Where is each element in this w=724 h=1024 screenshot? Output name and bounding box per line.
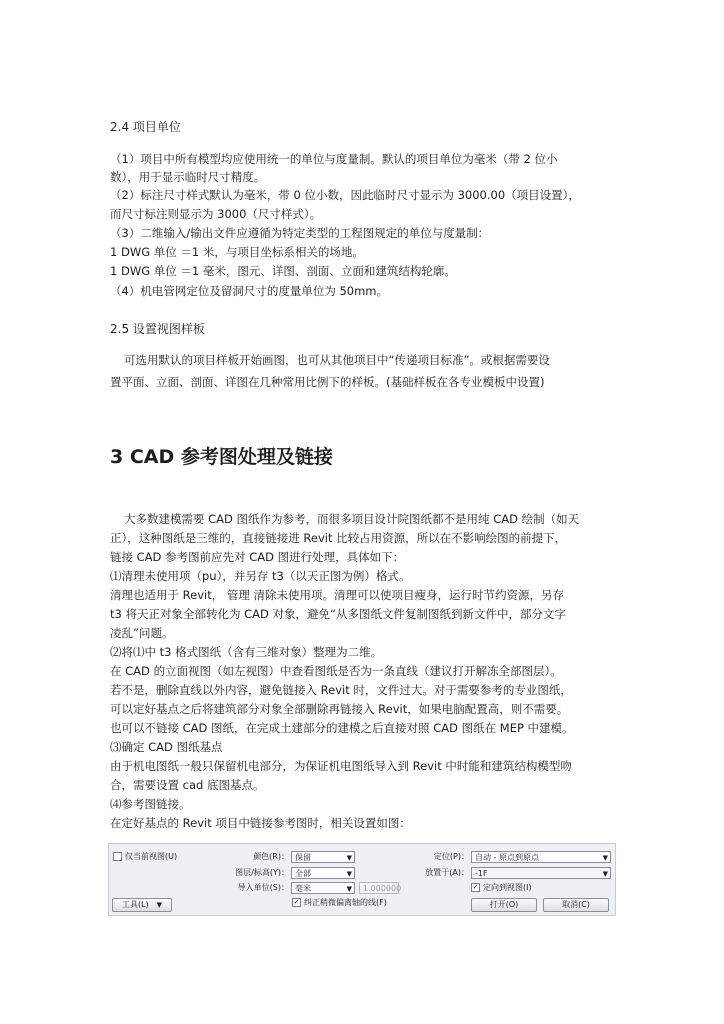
scale-field[interactable]: 1.000000 [359, 882, 399, 894]
correct-lines-label: 纠正稍微偏离轴的线(F) [304, 898, 387, 907]
colors-select[interactable] [291, 851, 355, 863]
paragraph-line: （3）二维输入/输出文件应遵循为特定类型的工程图规定的单位与度量制： [110, 226, 490, 240]
orient-to-view-label: 定向到视图(I) [483, 883, 532, 892]
paragraph-line: 数），用于显示临时尺寸精度。 [110, 170, 266, 184]
chevron-down-icon: ▼ [346, 854, 352, 862]
correct-lines-checkbox[interactable]: ✓ [293, 898, 300, 906]
paragraph-line: 可以定好基点之后将建筑部分对象全部删除再链接入 Revit，如果电脑配置高，则不需要。 [110, 702, 569, 716]
positioning-select[interactable] [471, 851, 611, 863]
step-heading: ⑷参考图链接。 [110, 797, 191, 811]
paragraph-line: 凌乱”问题。 [110, 626, 174, 640]
chevron-down-icon: ▼ [602, 854, 608, 862]
positioning-label: 定位(P)： [433, 852, 469, 861]
paragraph-line: 大多数建模需要 CAD 图纸作为参考，而很多项目设计院图纸都不是用纯 CAD 绘制（如天 [124, 512, 580, 526]
paragraph-line: 在 CAD 的立面视图（如左视图）中查看图纸是否为一条直线（建议打开解冻全部图层）。 [110, 664, 562, 678]
paragraph-line: 由于机电图纸一般只保留机电部分，为保证机电图纸导入到 Revit 中时能和建筑结构模型吻 [110, 759, 572, 773]
paragraph-line: （1）项目中所有模型均应使用统一的单位与度量制。默认的项目单位为毫米（带 2 位小 [110, 152, 558, 166]
current-view-only-label: 仅当前视图(U) [125, 852, 178, 861]
cancel-button[interactable]: 取消(C) [543, 898, 609, 912]
link-cad-settings-panel [108, 843, 616, 916]
chevron-down-icon: ▼ [156, 901, 163, 909]
paragraph-line: 链接 CAD 参考图前应先对 CAD 图进行处理，具体如下： [110, 550, 405, 564]
chapter-heading-3: 3 CAD 参考图处理及链接 [110, 446, 333, 468]
tools-button[interactable] [112, 898, 172, 912]
section-heading-2-5: 2.5 设置视图样板 [110, 322, 205, 336]
paragraph-line: （2）标注尺寸样式默认为毫米，带 0 位小数，因此临时尺寸显示为 3000.00（项目设置）， [110, 188, 580, 202]
paragraph-line: 正），这种图纸是三维的，直接链接进 Revit 比较占用资源，所以在不影响绘图的前提下， [110, 531, 567, 545]
current-view-only-checkbox[interactable] [113, 852, 122, 861]
step-heading: ⑴清理未使用项（pu），并另存 t3（以天正图为例）格式。 [110, 569, 411, 583]
colors-select-value: 保留 [295, 853, 311, 862]
chevron-down-icon: ▼ [602, 870, 608, 878]
paragraph-line: 若不是，删除直线以外内容，避免链接入 Revit 时，文件过大。对于需要参考的专业图纸， [110, 683, 572, 697]
layers-select-value: 全部 [295, 869, 311, 878]
layers-select[interactable] [291, 867, 355, 879]
paragraph-line: 合，需要设置 cad 底图基点。 [110, 778, 265, 792]
paragraph-line: 在定好基点的 Revit 项目中链接参考图时，相关设置如图： [110, 816, 411, 830]
positioning-select-value: 自动 - 原点到原点 [475, 853, 539, 862]
step-heading: ⑶确定 CAD 图纸基点 [110, 740, 223, 754]
open-button[interactable]: 打开(O) [471, 898, 537, 912]
tools-button-label: 工具(L) [121, 900, 149, 909]
chevron-down-icon: ▼ [346, 870, 352, 878]
import-units-select-value: 毫米 [295, 884, 311, 893]
paragraph-line: 清理也适用于 Revit， 管理 清除未使用项。清理可以使项目瘦身，运行时节约资源，另存 [110, 588, 565, 602]
import-units-label: 导入单位(S)： [237, 883, 289, 892]
step-heading: ⑵将⑴中 t3 格式图纸（含有三维对象）整理为二维。 [110, 645, 383, 659]
paragraph-line: t3 将天正对象全部转化为 CAD 对象，避免“从多图纸文件复制图纸到新文件中，部分文字 [110, 607, 566, 621]
chevron-down-icon: ▼ [346, 885, 352, 893]
paragraph-line: 也可以不链接 CAD 图纸，在完成土建部分的建模之后直接对照 CAD 图纸在 MEP 中建模。 [110, 721, 574, 735]
paragraph-line: （4）机电管网定位及留洞尺寸的度量单位为 50mm。 [110, 284, 389, 298]
paragraph-line: 可选用默认的项目样板开始画图，也可从其他项目中“传递项目标准”。或根据需要设 [124, 353, 550, 367]
orient-to-view-checkbox[interactable]: ✓ [472, 883, 479, 891]
layers-label: 图层/标高(Y)： [235, 868, 289, 877]
place-at-select[interactable] [471, 867, 611, 879]
paragraph-line: 1 DWG 单位 ＝1 米，与项目坐标系相关的场地。 [110, 245, 364, 259]
import-units-select[interactable] [291, 882, 355, 894]
place-at-select-value: -1F [475, 869, 488, 878]
colors-label: 颜色(R)： [253, 852, 289, 861]
paragraph-line: 而尺寸标注则显示为 3000（尺寸样式）。 [110, 207, 322, 221]
place-at-label: 放置于(A)： [425, 868, 469, 877]
paragraph-line: 1 DWG 单位 ＝1 毫米，图元、详图、剖面、立面和建筑结构轮廓。 [110, 264, 456, 278]
section-heading-2-4: 2.4 项目单位 [110, 120, 181, 134]
paragraph-line: 置平面、立面、剖面、详图在几种常用比例下的样板。(基础样板在各专业模板中设置) [110, 375, 545, 389]
